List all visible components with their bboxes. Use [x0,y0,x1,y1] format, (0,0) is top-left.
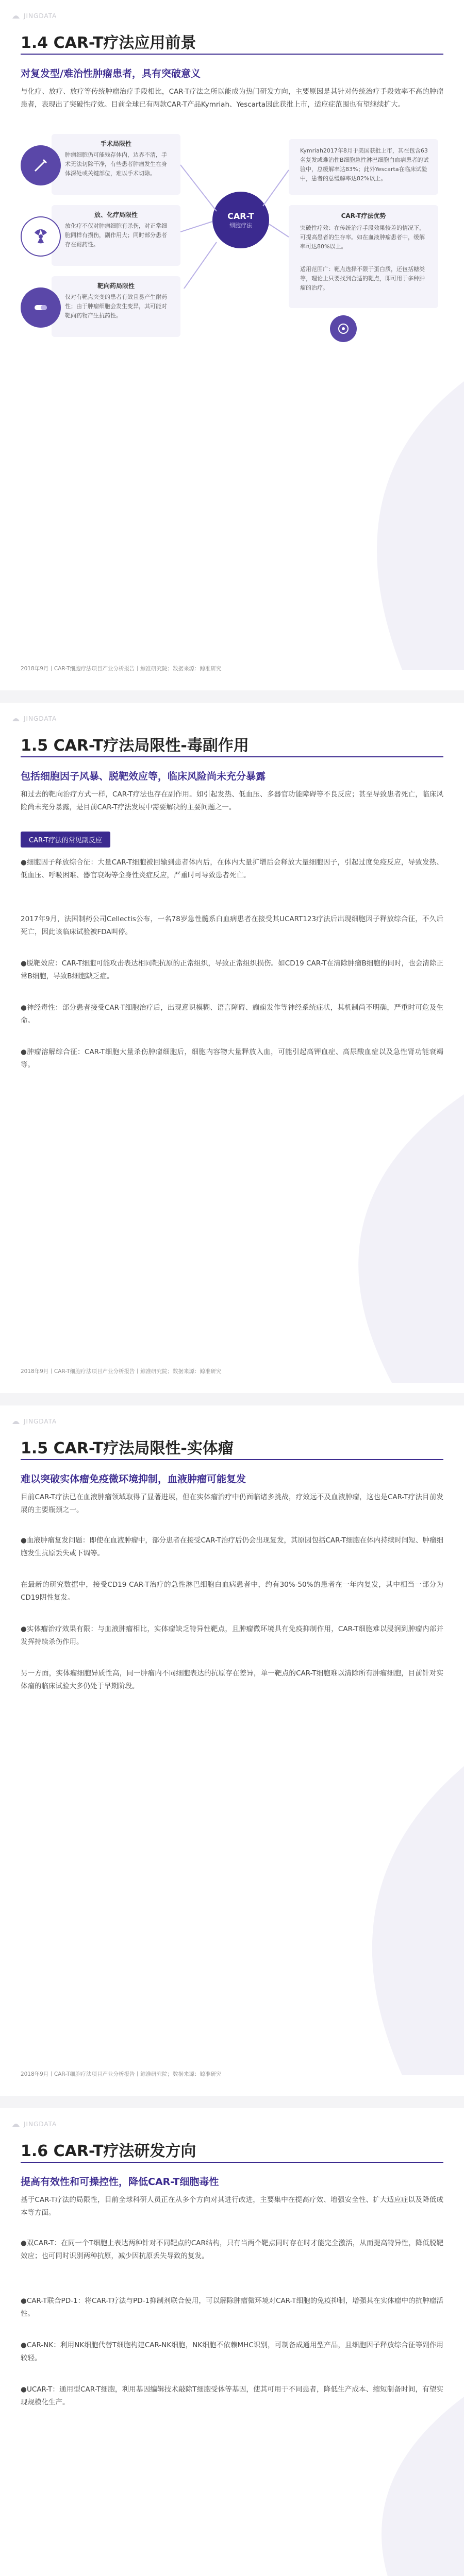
headline: 难以突破实体瘤免疫微环境抑制，血液肿瘤可能复发 [21,1473,246,1485]
intro-paragraph: 与化疗、放疗、放疗等传统肿瘤治疗手段相比，CAR-T疗法之所以能成为热门研发方向，主要原因是其针对传统治疗手段效率不高的肿瘤患者，表现出了突破性疗效。目前全球已有两款CAR-T产品Kymriah、Yescarta因此获批上市，适应症范围也有望继续扩大。 [21,88,443,109]
paragraph-crs: ●细胞因子释放综合征：大量CAR-T细胞被回输到患者体内后，在体内大量扩增后会释放大量细胞因子，引起过度免疫反应，导致发热、低血压、呼吸困难、器官衰竭等全身性炎症反应，严重时可导致患者死亡。 [21,858,443,879]
cart-center-sub: 细胞疗法 [229,222,252,229]
headline: 对复发型/难治性肿瘤患者，具有突破意义 [21,68,201,79]
decorative-wave-shape [258,1766,464,2075]
paragraph-dual-car: ●双CAR-T：在同一个T细胞上表达两种针对不同靶点的CAR结构，只有当两个靶点同时存在时才能完全激活，从而提高特异性，降低脱靶效应；也可同时识别两种抗原，减少因抗原丢失导致的复发。 [21,2239,443,2260]
jingdata-logo-icon [11,1417,21,1426]
paragraph-cellectis: 2017年9月，法国制药公司Cellectis公布，一名78岁急性髓系白血病患者在接受其UCART123疗法后出现细胞因子释放综合征，不久后死亡，因此该临床试验被FDA叫停。 [21,915,443,936]
card-cart-title: CAR-T疗法优势 [341,212,386,219]
card-chemo [52,205,180,266]
intro-paragraph: 和过去的靶向治疗方式一样，CAR-T疗法也存在副作用。如引起发热、低血压、多器官功能障碍等不良反应；甚至导致患者死亡，临床风险尚未充分暴露，是目前CAR-T疗法发展中需要解决的主要问题之一。 [21,790,443,811]
cell-icon [330,315,357,342]
card-cart-text-1: 突破性疗效：在传统治疗手段效果较差的情况下，可提高患者的生存率。如在血液肿瘤患者中，缓解率可达80%以上。 [300,225,425,250]
page-separator [0,690,464,703]
watermark: JINGDATA [11,714,57,723]
card-cart-advantage [289,205,438,308]
card-surgery [52,134,180,195]
intro-paragraph: 目前CAR-T疗法已在血液肿瘤领域取得了显著进展，但在实体瘤治疗中仍面临诸多挑战，疗效远不及血液肿瘤，这也是CAR-T疗法目前发展的主要瓶颈之一。 [21,1493,443,1514]
card-chemo-title: 放、化疗局限性 [94,211,138,218]
paragraph-pd1: ●CAR-T联合PD-1：将CAR-T疗法与PD-1抑制剂联合使用，可以解除肿瘤微环境对CAR-T细胞的免疫抑制，增强其在实体瘤中的抗肿瘤活性。 [21,2297,443,2318]
connector-lines [180,155,294,289]
headline: 包括细胞因子风暴、脱靶效应等，临床风险尚未充分暴露 [21,771,266,782]
section-title: 1.5 CAR-T疗法局限性-毒副作用 [21,737,249,755]
side-effect-tag: CAR-T疗法的常见副反应 [21,832,110,848]
watermark: JINGDATA [11,11,57,21]
cart-center-label: CAR-T [227,211,254,221]
card-targeted-text: 仅对有靶点突变的患者有效且易产生耐药性；由于肿瘤细胞会发生变异，其可能对靶向药物产生抗药性。 [65,294,167,319]
page-2 [0,703,464,1393]
surgery-icon [21,145,61,185]
decorative-wave-shape [278,2397,464,2576]
card-cart-text-2: 适用范围广：靶点选择不限于蛋白质，还包括糖类等，理论上只要找到合适的靶点，即可用于多种肿瘤的治疗。 [300,266,425,291]
footer: 2018年9月丨CAR-T细胞疗法项目产业分析报告丨鲸准研究院；数据来源：鲸准研究 [21,666,222,672]
card-surgery-title: 手术局限性 [100,140,131,147]
section-title: 1.5 CAR-T疗法局限性-实体瘤 [21,1439,234,1458]
section-title: 1.4 CAR-T疗法应用前景 [21,34,196,52]
paragraph-tls: ●肿瘤溶解综合征：CAR-T细胞大量杀伤肿瘤细胞后，细胞内容物大量释放入血，可能引起高钾血症、高尿酸血症以及急性肾功能衰竭等。 [21,1048,443,1069]
jingdata-logo-icon [11,11,21,21]
paragraph-relapse: ●血液肿瘤复发问题：即使在血液肿瘤中，部分患者在接受CAR-T治疗后仍会出现复发，其原因包括CAR-T细胞在体内持续时间短、肿瘤细胞发生抗原丢失或下调等。 [21,1536,443,1557]
page-3 [0,1405,464,2096]
footer: 2018年9月丨CAR-T细胞疗法项目产业分析报告丨鲸准研究院；数据来源：鲸准研究 [21,2071,222,2077]
page-1 [0,0,464,690]
paragraph-heterogeneity: 另一方面，实体瘤细胞异质性高，同一肿瘤内不同细胞表达的抗原存在差异，单一靶点的CAR-T细胞难以清除所有肿瘤细胞，目前针对实体瘤的临床试验大多仍处于早期阶段。 [21,1669,443,1690]
headline: 提高有效性和可操控性，降低CAR-T细胞毒性 [21,2176,219,2188]
section-underline [21,756,443,757]
section-underline [21,2162,443,2163]
decorative-wave-shape [247,1094,464,1383]
paragraph-off-target: ●脱靶效应：CAR-T细胞可能攻击表达相同靶抗原的正常组织，导致正常组织损伤。如CD19 CAR-T在清除肿瘤B细胞的同时，也会清除正常B细胞，导致B细胞缺乏症。 [21,959,443,980]
page-separator [0,2096,464,2108]
card-chemo-text: 放化疗不仅对肿瘤细胞有杀伤，对正常细胞同样有损伤，副作用大；同时部分患者存在耐药性。 [65,223,167,248]
card-targeted-title: 靶向药局限性 [97,282,135,290]
page-separator [0,1393,464,1405]
section-title: 1.6 CAR-T疗法研发方向 [21,2142,196,2160]
pill-icon [21,287,61,328]
paragraph-neurotoxicity: ●神经毒性：部分患者接受CAR-T细胞治疗后，出现意识模糊、语言障碍、癫痫发作等神经系统症状，其机制尚不明确，严重时可危及生命。 [21,1004,443,1025]
paragraph-solid-tumor: ●实体瘤治疗效果有限：与血液肿瘤相比，实体瘤缺乏特异性靶点，且肿瘤微环境具有免疫抑制作用，CAR-T细胞难以浸润到肿瘤内部并发挥持续杀伤作用。 [21,1625,443,1646]
paragraph-relapse-data: 在最新的研究数据中，接受CD19 CAR-T治疗的急性淋巴细胞白血病患者中，约有30%-50%的患者在一年内复发，其中相当一部分为CD19阴性复发。 [21,1581,443,1602]
radiation-icon [21,216,61,257]
page-4 [0,2108,464,2576]
watermark: JINGDATA [11,1417,57,1426]
card-targeted [52,276,180,337]
jingdata-logo-icon [11,2120,21,2129]
jingdata-logo-icon [11,714,21,723]
intro-paragraph: 基于CAR-T疗法的局限性，目前全球科研人员正在从多个方向对其进行改进，主要集中在提高疗效、增强安全性、扩大适应症以及降低成本等方面。 [21,2196,443,2217]
card-kymriah-text: Kymriah2017年8月于美国获批上市，其在包含63名复发或难治性B细胞急性淋巴细胞白血病患者的试验中，总缓解率达83%；此外Yescarta在临床试验中，患者的总缓解率达82%以上。 [300,147,429,182]
card-surgery-text: 肿瘤细胞仍可能残存体内，边界不清，手术无法切除干净，有些患者肿瘤发生在身体深处或关键部位，难以手术切除。 [65,151,167,177]
watermark: JINGDATA [11,2120,57,2129]
paragraph-ucart: ●UCAR-T：通用型CAR-T细胞，利用基因编辑技术敲除T细胞受体等基因，使其可用于不同患者，降低生产成本、缩短制备时间，有望实现规模化生产。 [21,2385,443,2406]
paragraph-car-nk: ●CAR-NK：利用NK细胞代替T细胞构建CAR-NK细胞，NK细胞不依赖MHC识别，可制备成通用型产品，且细胞因子释放综合征等副作用较轻。 [21,2341,443,2362]
decorative-wave-shape [268,381,464,670]
card-kymriah [289,139,438,195]
section-underline [21,1459,443,1460]
section-underline [21,54,443,55]
footer: 2018年9月丨CAR-T细胞疗法项目产业分析报告丨鲸准研究院；数据来源：鲸准研究 [21,1368,222,1375]
